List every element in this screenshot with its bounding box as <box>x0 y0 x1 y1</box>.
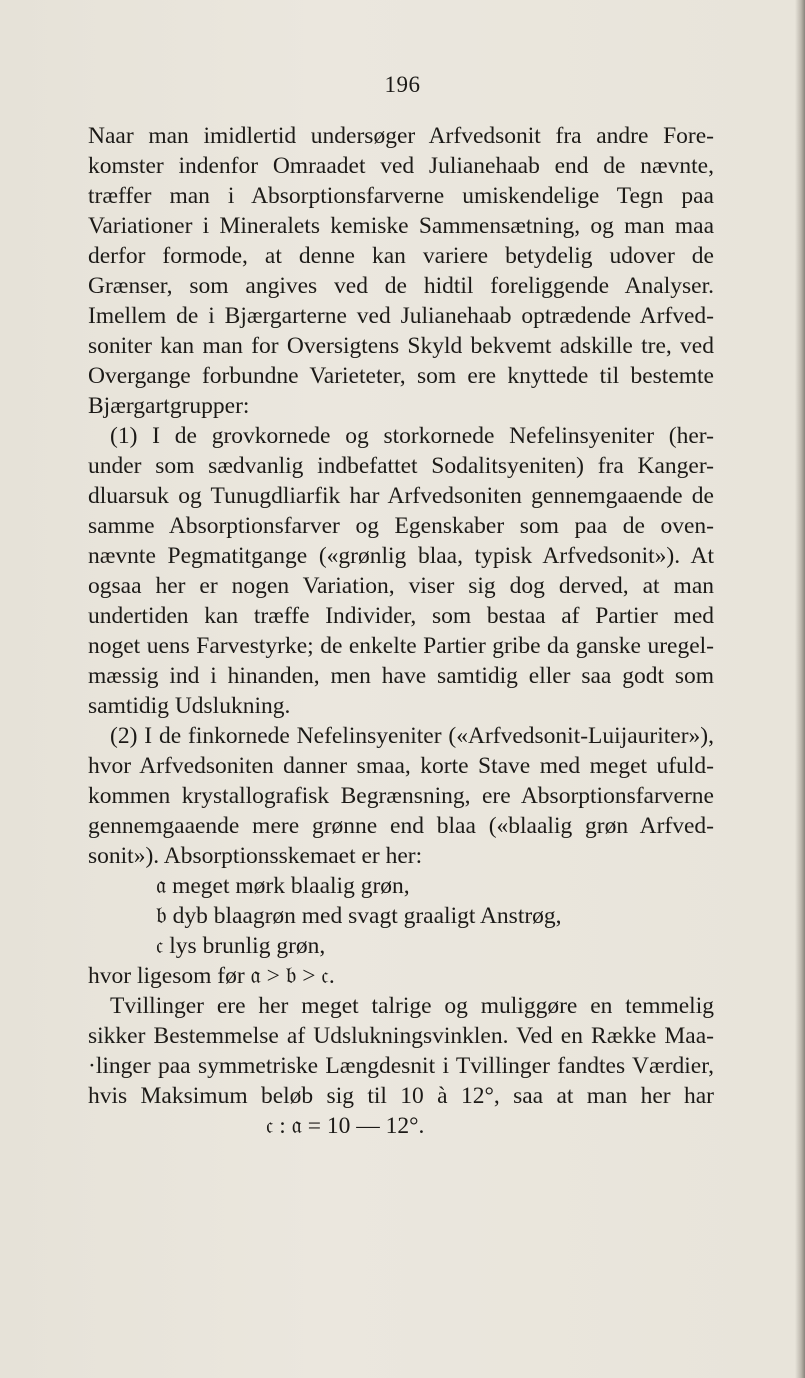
text-line: Bjærgartgrupper: <box>88 393 250 419</box>
text-line: ·linger paa symmetriske Længdesnit i Tvillinger fandtes Værdier, <box>88 1053 714 1079</box>
text-line: sikker Bestemmelse af Udslukningsvinklen. Ved en Række Maa- <box>88 1023 714 1049</box>
text-line: noget uens Farvestyrke; de enkelte Partier gribe da ganske uregel- <box>88 633 714 659</box>
page-number: 196 <box>384 72 421 97</box>
text-line: hvis Maksimum beløb sig til 10 à 12°, saa at man her har <box>88 1083 714 1109</box>
text-line: samtidig Udslukning. <box>88 693 291 719</box>
text-line: hvor Arfvedsoniten danner smaa, korte Stave med meget ufuld- <box>88 753 714 779</box>
text-line: mæssig ind i hinanden, men have samtidig eller saa godt som <box>88 663 714 689</box>
text-line: Grænser, som angives ved de hidtil foreliggende Analyser. <box>88 273 714 299</box>
text-line: ogsaa her er nogen Variation, viser sig dog derved, at man <box>88 573 714 599</box>
text-line: Naar man imidlertid undersøger Arfvedsonit fra andre Fore- <box>88 123 714 149</box>
text-line: 𝔠 lys brunlig grøn, <box>156 933 326 959</box>
text-line: samme Absorptionsfarver og Egenskaber som paa de oven- <box>88 513 714 539</box>
text-line: træffer man i Absorptionsfarverne umiskendelige Tegn paa <box>88 183 714 209</box>
text-line: 𝔠 : 𝔞 = 10 — 12°. <box>266 1113 425 1139</box>
text-line: (2) I de finkornede Nefelinsyeniter («Arfvedsonit-Luijauriter»), <box>110 723 714 749</box>
text-line: Tvillinger ere her meget talrige og muliggøre en temmelig <box>110 993 714 1019</box>
text-line: sonit»). Absorptionsskemaet er her: <box>88 843 423 869</box>
text-line: (1) I de grovkornede og storkornede Nefelinsyeniter (her- <box>110 423 714 449</box>
text-line: undertiden kan træffe Individer, som bestaa af Partier med <box>88 603 714 629</box>
text-line: nævnte Pegmatitgange («grønlig blaa, typisk Arfvedsonit»). At <box>88 543 714 569</box>
text-line: Variationer i Mineralets kemiske Sammensætning, og man maa <box>88 213 714 239</box>
text-line: Overgange forbundne Varieteter, som ere knyttede til bestemte <box>88 363 714 389</box>
text-line: dluarsuk og Tunugdliarfik har Arfvedsoniten gennemgaaende de <box>88 483 714 509</box>
text-line: Imellem de i Bjærgarterne ved Julianehaab optrædende Arfved- <box>88 303 714 329</box>
text-line: derfor formode, at denne kan variere betydelig udover de <box>88 243 714 269</box>
text-line: komster indenfor Omraadet ved Julianehaab end de nævnte, <box>88 153 714 179</box>
text-line: kommen krystallografisk Begrænsning, ere Absorptionsfarverne <box>88 783 714 809</box>
text-line: 𝔞 meget mørk blaalig grøn, <box>156 873 410 899</box>
text-line: 𝔟 dyb blaagrøn med svagt graaligt Anstrøg, <box>156 903 562 929</box>
text-line: gennemgaaende mere grønne end blaa («blaalig grøn Arfved- <box>88 813 714 839</box>
text-line: soniter kan man for Oversigtens Skyld bekvemt adskille tre, ved <box>88 333 714 359</box>
page-edge-shadow <box>795 0 805 1378</box>
text-line: under som sædvanlig indbefattet Sodalitsyeniten) fra Kanger- <box>88 453 714 479</box>
text-line: hvor ligesom før 𝔞 > 𝔟 > 𝔠. <box>88 963 335 989</box>
